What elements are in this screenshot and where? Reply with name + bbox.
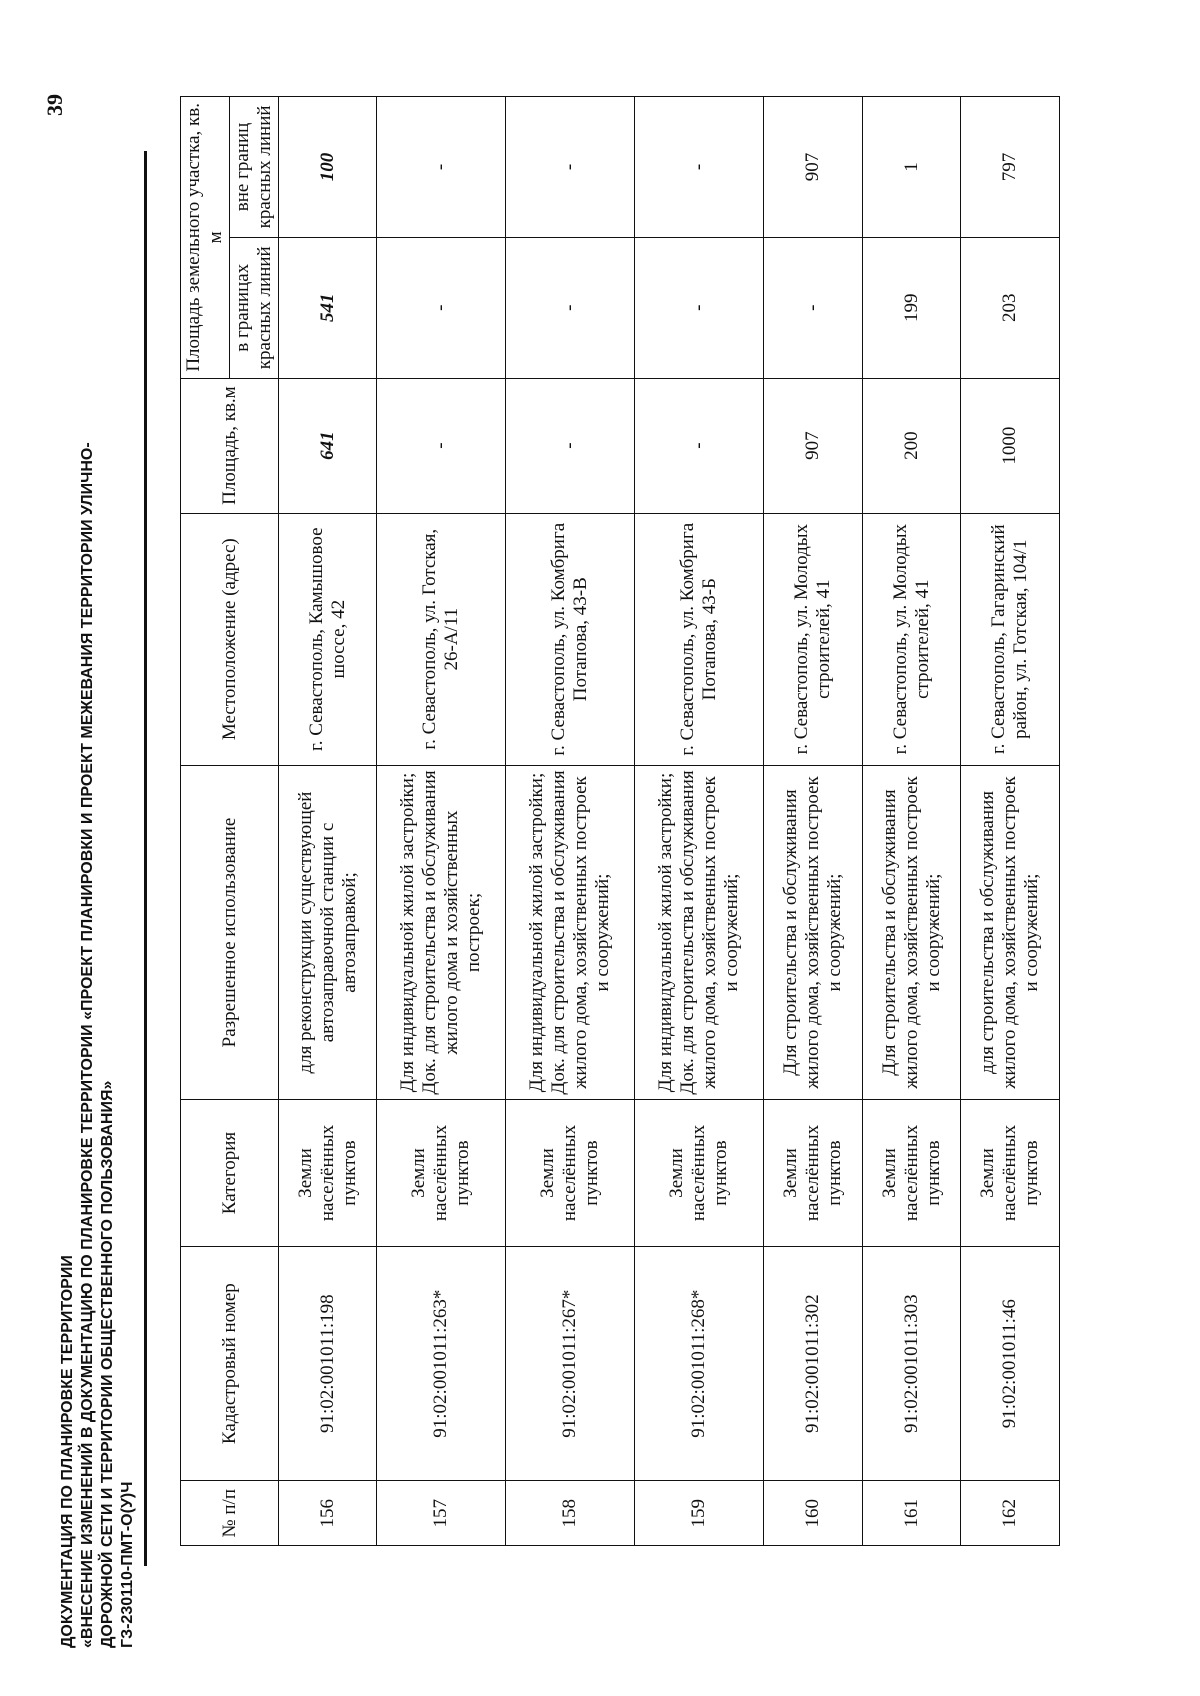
- cell-area: 907: [764, 378, 862, 513]
- header-area: Площадь, кв.м: [181, 378, 279, 513]
- cell-num: 157: [377, 1481, 506, 1546]
- table-row: [506, 97, 635, 1546]
- header-line-4: ГЗ-230110-ПМТ-О(У)Ч: [119, 1481, 136, 1648]
- cell-inside: -: [764, 237, 862, 378]
- page-number: 39: [42, 94, 67, 116]
- cell-cadastral: 91:02:001011:263*: [377, 1246, 506, 1481]
- cell-cadastral: 91:02:001011:268*: [635, 1246, 764, 1481]
- table-row: [279, 97, 377, 1546]
- cell-use: Для строительства и обслуживания жилого дома, хозяйственных построек и сооружений;: [764, 765, 862, 1099]
- cell-num: 156: [279, 1481, 377, 1546]
- cell-outside: -: [506, 97, 635, 238]
- cell-use: для реконструкции существующей автозаправочной станции с автозаправкой;: [279, 765, 377, 1099]
- cell-use: для строительства и обслуживания жилого дома, хозяйственных построек и сооружений;: [961, 765, 1060, 1099]
- document-header: [58, 298, 138, 1648]
- cell-area: -: [635, 378, 764, 513]
- cell-area: -: [506, 378, 635, 513]
- header-line-2: «ВНЕСЕНИЕ ИЗМЕНЕНИЙ В ДОКУМЕНТАЦИЮ ПО ПЛАНИРОВКЕ ТЕРРИТОРИИ «ПРОЕКТ ПЛАНИРОВКИ И ПРОЕКТ МЕЖЕВАНИЯ ТЕРРИТОРИИ УЛИЧНО-: [79, 442, 96, 1648]
- cell-location: г. Севастополь, ул. Молодых строителей, 41: [862, 513, 960, 765]
- cell-inside: -: [506, 237, 635, 378]
- cell-num: 160: [764, 1481, 862, 1546]
- cell-cadastral: 91:02:001011:198: [279, 1246, 377, 1481]
- cell-inside: -: [635, 237, 764, 378]
- cell-use: Для индивидуальной жилой застройки; Док. для строительства и обслуживания жилого дома и хозяйственных построек;: [377, 765, 506, 1099]
- cell-cadastral: 91:02:001011:303: [862, 1246, 960, 1481]
- cell-use: Для строительства и обслуживания жилого дома, хозяйственных построек и сооружений;: [862, 765, 960, 1099]
- table-row: [377, 97, 506, 1546]
- table-body: [279, 97, 1060, 1546]
- cell-location: г. Севастополь, ул. Готская, 26-А/11: [377, 513, 506, 765]
- cell-area: 1000: [961, 378, 1060, 513]
- table-row: [862, 97, 960, 1546]
- header-use: Разрешенное использование: [181, 765, 279, 1099]
- cell-area: 200: [862, 378, 960, 513]
- cell-category: Земли населённых пунктов: [862, 1100, 960, 1247]
- cell-num: 161: [862, 1481, 960, 1546]
- cell-num: 158: [506, 1481, 635, 1546]
- cell-outside: 1: [862, 97, 960, 238]
- cell-inside: -: [377, 237, 506, 378]
- cell-outside: 907: [764, 97, 862, 238]
- header-location: Местоположение (адрес): [181, 513, 279, 765]
- cell-outside: 100: [279, 97, 377, 238]
- cell-use: Для индивидуальной жилой застройки; Док. для строительства и обслуживания жилого дома, хозяйственных построек и сооружений;: [635, 765, 764, 1099]
- header-line-3: ДОРОЖНОЙ СЕТИ И ТЕРРИТОРИИ ОБЩЕСТВЕННОГО ПОЛЬЗОВАНИЯ»: [99, 1080, 116, 1648]
- cell-inside: 541: [279, 237, 377, 378]
- cell-category: Земли населённых пунктов: [506, 1100, 635, 1247]
- cell-cadastral: 91:02:001011:302: [764, 1246, 862, 1481]
- cell-location: г. Севастополь, ул. Молодых строителей, 41: [764, 513, 862, 765]
- cell-location: г. Севастополь, Камышовое шоссе, 42: [279, 513, 377, 765]
- header-cadastral: Кадастровый номер: [181, 1246, 279, 1481]
- cell-location: г. Севастополь, ул. Комбрига Потапова, 43-В: [506, 513, 635, 765]
- cell-category: Земли населённых пунктов: [279, 1100, 377, 1247]
- cell-outside: 797: [961, 97, 1060, 238]
- cell-location: г. Севастополь, Гагаринский район, ул. Готская, 104/1: [961, 513, 1060, 765]
- header-plot-area: Площадь земельного участка, кв. м: [181, 97, 230, 379]
- cell-category: Земли населённых пунктов: [961, 1100, 1060, 1247]
- cell-area: -: [377, 378, 506, 513]
- cell-cadastral: 91:02:001011:267*: [506, 1246, 635, 1481]
- header-rule: [144, 151, 147, 1566]
- table-row: [635, 97, 764, 1546]
- table-row: [764, 97, 862, 1546]
- header-num: № п/п: [181, 1481, 279, 1546]
- cell-use: Для индивидуальной жилой застройки; Док. для строительства и обслуживания жилого дома, хозяйственных построек и сооружений;: [506, 765, 635, 1099]
- cell-num: 162: [961, 1481, 1060, 1546]
- land-plots-table-wrap: [180, 96, 1060, 1546]
- header-outside: вне границ красных линий: [230, 97, 279, 238]
- cell-num: 159: [635, 1481, 764, 1546]
- cell-outside: -: [635, 97, 764, 238]
- cell-cadastral: 91:02:001011:46: [961, 1246, 1060, 1481]
- header-category: Категория: [181, 1100, 279, 1247]
- cell-outside: -: [377, 97, 506, 238]
- header-line-1: ДОКУМЕНТАЦИЯ ПО ПЛАНИРОВКЕ ТЕРРИТОРИИ: [59, 1255, 76, 1648]
- header-inside: в границах красных линий: [230, 237, 279, 378]
- cell-inside: 199: [862, 237, 960, 378]
- cell-location: г. Севастополь, ул. Комбрига Потапова, 43-Б: [635, 513, 764, 765]
- land-plots-table: [180, 96, 1060, 1546]
- cell-inside: 203: [961, 237, 1060, 378]
- cell-area: 641: [279, 378, 377, 513]
- cell-category: Земли населённых пунктов: [377, 1100, 506, 1247]
- cell-category: Земли населённых пунктов: [764, 1100, 862, 1247]
- table-row: [961, 97, 1060, 1546]
- cell-category: Земли населённых пунктов: [635, 1100, 764, 1247]
